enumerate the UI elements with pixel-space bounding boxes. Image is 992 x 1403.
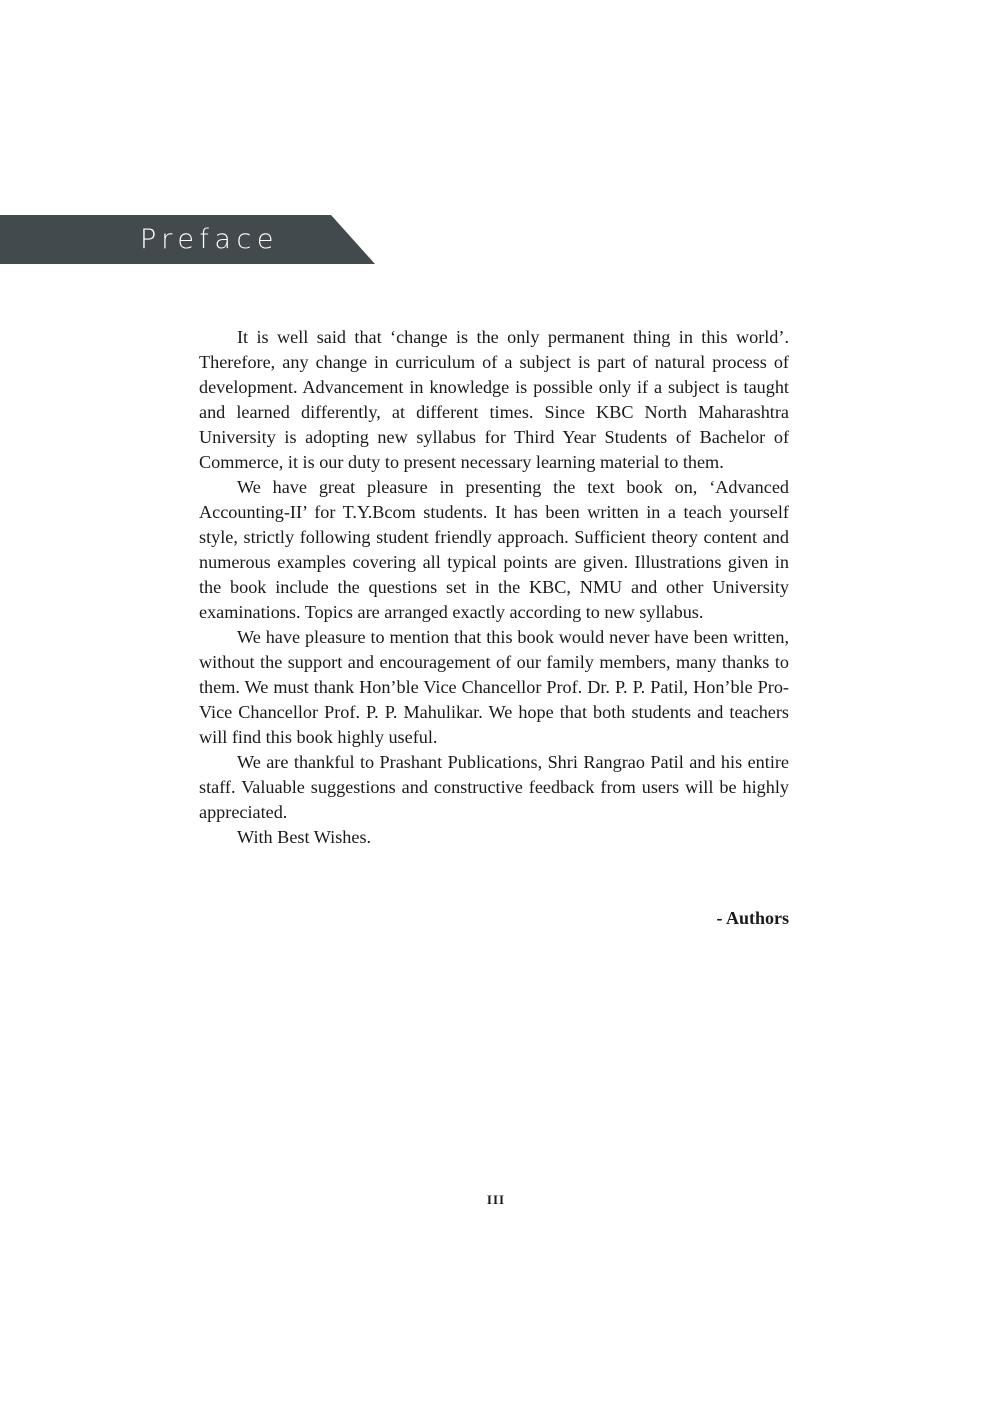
signoff-authors: - Authors xyxy=(716,908,789,928)
paragraph: We have great pleasure in presenting the text book on, ‘Advanced Accounting-II’ for T.Y.Bcom students. It has been written in a teach yourself style, strictly following student friendly approach. Sufficient theory content and numerous examples covering all typical points are given. Illustrations given in the book include the questions set in the KBC, NMU and other University examinations. Topics are arranged exactly according to new syllabus. xyxy=(199,477,789,622)
page-title: Preface xyxy=(140,224,279,255)
page-number: III xyxy=(486,1192,506,1207)
paragraph: It is well said that ‘change is the only permanent thing in this world’. Therefore, any change in curriculum of a subject is part of natural process of development. Advancement in knowledge is possible only if a subject is taught and learned differently, at different times. Since KBC North Maharashtra University is adopting new syllabus for Third Year Students of Bachelor of Commerce, it is our duty to present necessary learning material to them. xyxy=(199,327,789,472)
paragraph: With Best Wishes. xyxy=(237,827,372,847)
preface-body xyxy=(199,325,789,850)
paragraph: We have pleasure to mention that this book would never have been written, without the support and encouragement of our family members, many thanks to them. We must thank Hon’ble Vice Chancellor Prof. Dr. P. P. Patil, Hon’ble Pro-Vice Chancellor Prof. P. P. Mahulikar. We hope that both students and teachers will find this book highly useful. xyxy=(199,627,789,747)
paragraph: We are thankful to Prashant Publications, Shri Rangrao Patil and his entire staff. Valuable suggestions and constructive feedback from users will be highly appreciated. xyxy=(199,752,789,822)
